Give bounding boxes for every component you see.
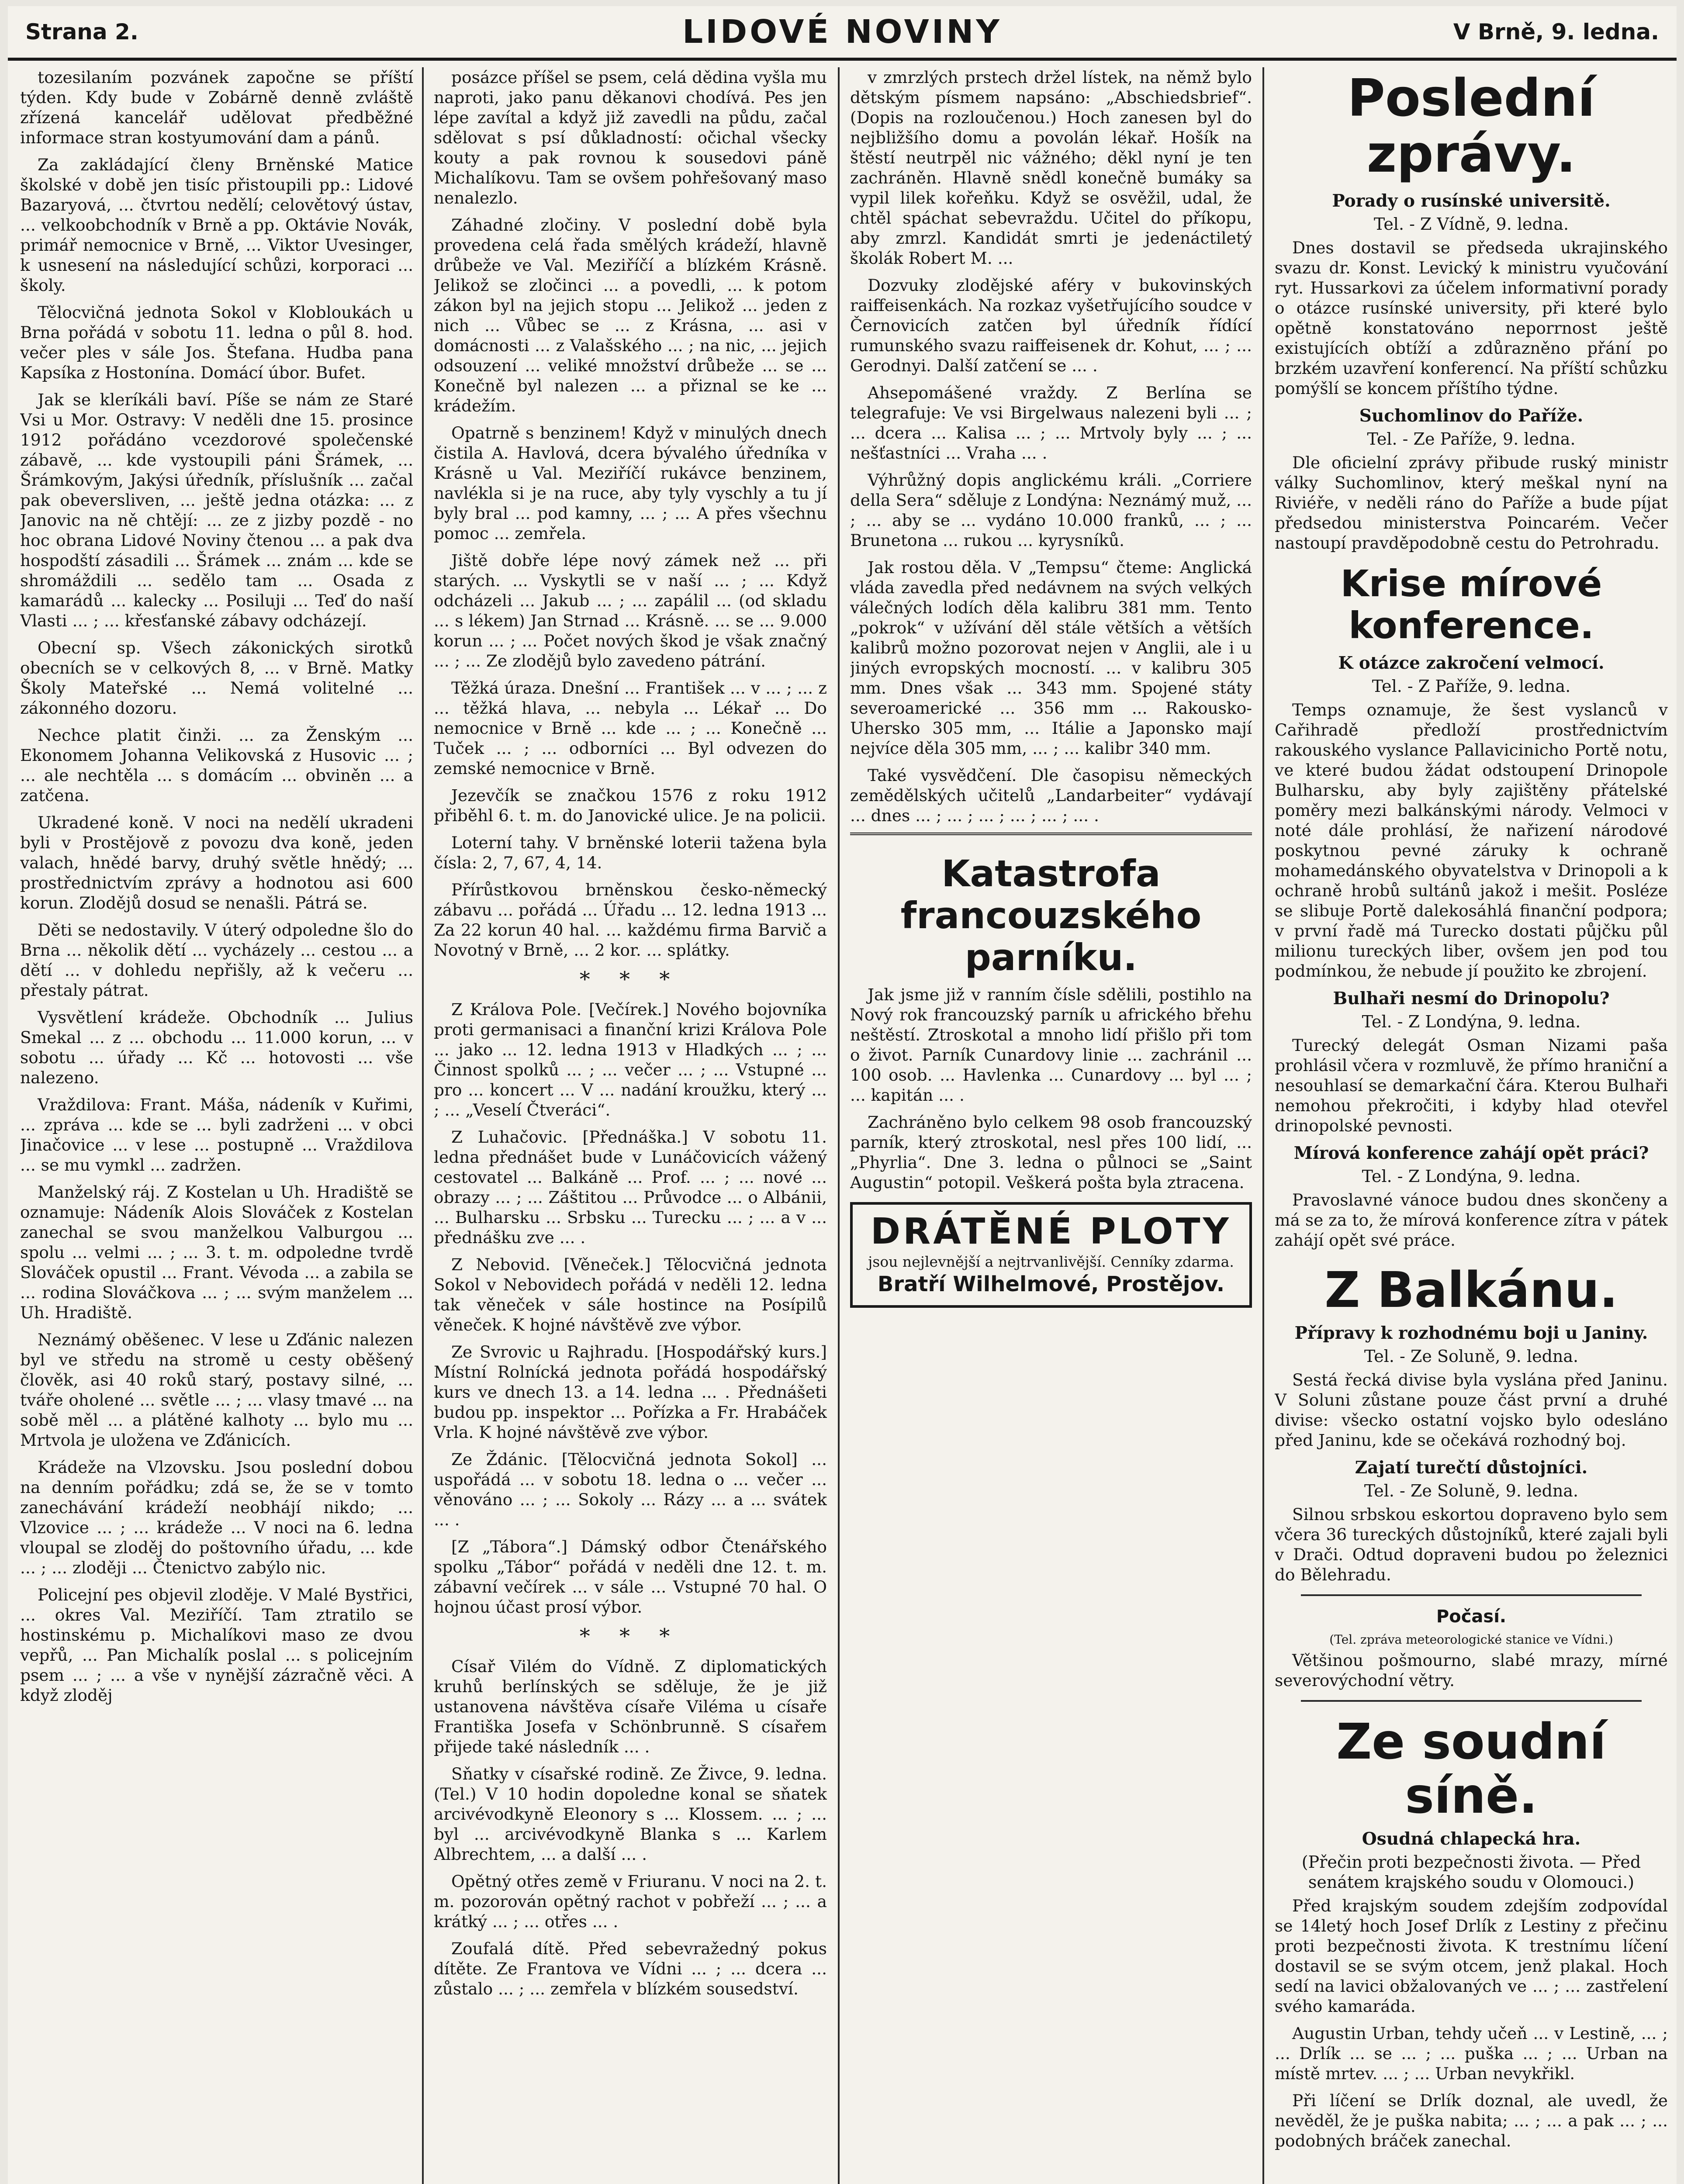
article-paragraph: Zachráněno bylo celkem 98 osob francouzský parník, který ztroskotal, nesl přes 100 lidí, ... „Phyrlia“. Dne 3. ledna o půlnoci se „Saint Augustin“ potopil. Veškerá pošta byla ztracena. <box>850 1113 1252 1192</box>
article-paragraph: Ze Ždánic. [Tělocvičná jednota Sokol] ... uspořádá ... v sobotu 18. ledna o ... večer ... věnováno ... ; ... Sokoly ... Rázy ... a ... svátek ... . <box>434 1450 827 1529</box>
article-paragraph: Císař Vilém do Vídně. Z diplomatických kruhů berlínských se sděluje, že je již ustanovena návštěva císaře Viléma u císaře Františka Josefa v Schönbrunně. S císařem přijede také následník ... . <box>434 1657 827 1756</box>
divider <box>1301 1594 1642 1596</box>
article-paragraph: Výhrůžný dopis anglickému králi. „Corriere della Sera“ sděluje z Londýna: Neznámý muž, ... ; ... aby se ... vydáno 10.000 franků, ... ; ... Brunetona ... rukou ... kyrysníků. <box>850 470 1252 550</box>
article-paragraph: Z Luhačovic. [Přednáška.] V sobotu 11. ledna přednášet bude v Lunáčovicích vážený cestovatel ... Balkáně ... Prof. ... ; ... nové ... obrazy ... ; ... Záštitou ... Průvodce ... o Albánii, ... Bulharsku ... Srbsku ... Turecku ... ; ... a v ... přednášku zve ... . <box>434 1127 827 1247</box>
article-paragraph: posázce příšel se psem, celá dědina vyšla mu naproti, jako panu děkanovi chodívá. Pes jen lépe zavítal a když již zavedli na půdu, začal sdělovat s psí důkladností: očichal všecky kouty a pak rovnou k sousedovi páně Michalíkovu. Tam se ovšem pohřešovaný maso nenalezlo. <box>434 68 827 207</box>
article-paragraph: Opětný otřes země v Friuranu. V noci na 2. t. m. pozorován opětný rachot v pobřeží ... ; ... a krátký ... ; ... otřes ... . <box>434 1872 827 1931</box>
article-paragraph: Dozvuky zlodějské aféry v bukovinských raiffeisenkách. Na rozkaz vyšetřujícího soudce v Černovicích zatčen byl úředník řídící rumunského svazu raiffeisenek dr. Kohut, ... ; ... Gerodnyi. Další zatčení se ... . <box>850 276 1252 375</box>
article-paragraph: Vysvětlení krádeže. Obchodník ... Julius Smekal ... z ... obchodu ... 11.000 korun, ... v sobotu ... úřady ... Kč ... hotovosti ... vše nalezeno. <box>20 1008 413 1087</box>
page-number: Strana 2. <box>25 19 138 45</box>
section-headline: Z Balkánu. <box>1324 1262 1618 1319</box>
column-rule <box>838 67 840 2184</box>
newspaper-title: LIDOVÉ NOVINY <box>682 13 1002 51</box>
dateline: Tel. - Z Londýna, 9. ledna. <box>1362 1167 1581 1186</box>
article-paragraph: Dnes dostavil se předseda ukrajinského svazu dr. Konst. Levický k ministru vyučování ryt. Hussarkovi za účelem informativní porady o otázce rusínské university, při které bylo opětně konstatováno neporrnost ještě existujících obtíží a zdůrazněno přání po brzkém uzavření konferencí. Na příští schůzku pomýšlí se koncem příštího týdne. <box>1275 238 1668 398</box>
weather-text: Většinou pošmourno, slabé mrazy, mírné severovýchodní větry. <box>1275 1651 1668 1690</box>
article-subheading: Porady o rusínské universitě. <box>1332 191 1611 211</box>
article-subheading: Osudná chlapecká hra. <box>1362 1829 1581 1849</box>
article-paragraph: Zoufalá dítě. Před sebevražedný pokus dítěte. Ze Frantova ve Vídni ... ; ... dcera ... zůstalo ... ; ... zemřela v blízkém sousedství. <box>434 1939 827 1998</box>
article-paragraph: v zmrzlých prstech držel lístek, na němž bylo dětským písmem napsáno: „Abschiedsbrief“. (Dopis na rozloučenou.) Hoch zanesen byl do nejbližšího domu a povolán lékař. Hošík na štěstí neutrpěl nic vážného; děkl nyní je ten zachráněn. Hlavně snědl konečně bumáky sa vypil lilek kořeňku. Když se osvěžil, udal, že chtěl spáchat sebevraždu. Učitel do příkopu, aby zmrzl. Kandidát smrti je jedenáctiletý školák Robert M. ... <box>850 68 1252 268</box>
ad-company: Bratří Wilhelmové, Prostějov. <box>877 1272 1225 1296</box>
article-paragraph: Opatrně s benzinem! Když v minulých dnech čistila A. Havlová, dcera bývalého úředníka v Krásně u Val. Meziříčí rukávce benzinem, navlékla si je na ruce, aby tyly vyschly a tu jí byly bral ... pod kamny, ... ; ... A přes všechnu pomoc ... zemřela. <box>434 423 827 543</box>
article-paragraph: Jezevčík se značkou 1576 z roku 1912 přiběhl 6. t. m. do Janovické ulice. Je na policii. <box>434 786 827 825</box>
section-headline: Krise mírové konference. <box>1340 562 1602 647</box>
article-paragraph: Sestá řecká divise byla vyslána před Janinu. V Soluni zůstane pouze část první a druhé divise: všecko ostatní vojsko bylo odesláno před Janinu, kde se očekává rozhodný boj. <box>1275 1370 1668 1450</box>
column-1 <box>20 67 413 2184</box>
dateline: Tel. - Z Paříže, 9. ledna. <box>1372 677 1571 696</box>
article-paragraph: Přírůstkovou brněnskou česko-německý zábavu ... pořádá ... Úřadu ... 12. ledna 1913 ... Za 22 korun 40 hal. ... každému firma Barvič a Novotný v Brně, ... 2 kor. ... splátky. <box>434 880 827 960</box>
column-4 <box>1275 67 1668 2184</box>
weather-heading: Počasí. <box>1436 1607 1507 1627</box>
article-paragraph: Dle oficielní zprávy přibude ruský ministr války Suchomlinov, který meškal nyní na Riviéře, v neděli ráno do Paříže a bude píjat předsedou ministerstva Poincarém. Večer nastoupí pravděpodobně cestu do Petrohradu. <box>1275 453 1668 553</box>
article-paragraph: Z Králova Pole. [Večírek.] Nového bojovníka proti germanisaci a finanční krizi Králova Pole ... jako ... 12. ledna 1913 v Hladkých ... ; ... Činnost spolků ... ; ... večer ... ; ... Vstupné ... pro ... koncert ... V ... nadání kroužku, který ... ; ... „Veselí Čtveráci“. <box>434 1000 827 1120</box>
newspaper-page <box>8 6 1677 2184</box>
disaster-article <box>850 833 1252 1192</box>
issue-date: V Brně, 9. ledna. <box>1453 19 1659 45</box>
ad-tagline: jsou nejlevnější a nejtrvanlivější. Cenníky zdarma. <box>868 1253 1234 1270</box>
weather-source: (Tel. zpráva meteorologické stanice ve Vídni.) <box>1329 1632 1613 1647</box>
article-paragraph: Nechce platit činži. ... za Ženským ... Ekonomem Johanna Velikovská z Husovic ... ; ... ale nechtěla ... s domácím ... obviněn ... a zatčena. <box>20 726 413 805</box>
article-subheading: Přípravy k rozhodnému boji u Janiny. <box>1294 1323 1648 1343</box>
column-3 <box>850 67 1252 2184</box>
article-paragraph: Obecní sp. Všech zákonických sirotků obecních se v celkových 8, ... v Brně. Matky Školy Mateřské ... Nemá volitelné ... zákonného dozoru. <box>20 638 413 718</box>
section-separator: * * * <box>579 967 681 992</box>
article-subheading: Bulhaři nesmí do Drinopolu? <box>1333 988 1610 1009</box>
column-rule <box>422 67 424 2184</box>
article-paragraph: Jak rostou děla. V „Tempsu“ čteme: Anglická vláda zavedla před nedávnem na svých velkých válečných lodích děla kalibru 381 mm. Tento „pokrok“ v užívání děl stále větších a větších kalibrů možno pozorovat nejen v Anglii, ale i u jiných evropských mocností. ... v kalibru 305 mm. Dnes však ... 343 mm. Spojené státy severoamerické ... 356 mm ... Rakousko-Uhersko 305 mm, ... Itálie a Japonsko mají nejvíce děla 305 mm, ... ; ... kalibr 340 mm. <box>850 558 1252 758</box>
article-paragraph: Z Nebovid. [Věneček.] Tělocvičná jednota Sokol v Nebovidech pořádá v neděli 12. ledna tak věneček v sále hostince na Posípilů věneček. K hojné návštěvě zve výbor. <box>434 1255 827 1334</box>
article-paragraph: Krádeže na Vlzovsku. Jsou poslední dobou na denním pořádku; zdá se, že se v tomto zanechávání krádeží neobhájí nikdo; ... Vlzovice ... ; ... krádeže ... V noci na 6. ledna vloupal se zloděj do poštovního úřadu, ... kde ... ; ... zloději ... Čtenictvo zabýlo nic. <box>20 1458 413 1577</box>
masthead <box>8 6 1677 61</box>
divider <box>1301 1700 1642 1702</box>
article-subheading: Mírová konference zahájí opět práci? <box>1293 1143 1649 1163</box>
article-paragraph: Také vysvědčení. Dle časopisu německých zemědělských učitelů „Landarbeiter“ vydávají ... dnes ... ; ... ; ... ; ... ; ... ; ... . <box>850 766 1252 825</box>
article-subheading: K otázce zakročení velmocí. <box>1338 653 1604 673</box>
article-paragraph: Temps oznamuje, že šest vyslanců v Cařihradě předloží prostřednictvím rakouského vyslance Pallavicinicho Portě notu, ve které budou žádat odstoupení Drinopole Bulharsku, aby byly zajištěny přátelské poměry mezi balkánskými národy. Velmoci v noté dále prohlásí, že nařizení národové poskytnou pevné záruky k ochraně mohamedánského obyvatelstva v Drinopoli a k ochraně hrobů sultánů jakož i mešit. Posléze se slibuje Portě dalekosáhlá finanční podpora; v první řadě má Turecko dostati půjčku půl milionu tureckých liber, ovšem jen pod tou podmínkou, že nebude jí použito ke zbrojení. <box>1275 700 1668 981</box>
dateline: Tel. - Ze Paříže, 9. ledna. <box>1367 429 1576 449</box>
article-paragraph: Silnou srbskou eskortou dopraveno bylo sem včera 36 tureckých důstojníků, které zajali byli v Drači. Odtud dopraveni budou po železnici do Bělehradu. <box>1275 1505 1668 1584</box>
column-2 <box>434 67 827 2184</box>
section-headline: Poslední zprávy. <box>1347 68 1595 184</box>
article-note: (Přečin proti bezpečnosti života. — Před senátem krajského soudu v Olomouci.) <box>1301 1852 1641 1892</box>
section-headline: Ze soudní síně. <box>1336 1714 1606 1825</box>
article-paragraph: Záhadné zločiny. V poslední době byla provedena celá řada smělých krádeží, hlavně drůbeže ve Val. Meziříčí a blízkém Krásně. Jelikož se zločinci ... a povedli, ... k potom zákon byl na jejich stopu ... Jelikož ... jeden z nich ... Vůbec se ... z Krásna, ... asi v domácnosti ... z Valašského ... ; na nic, ... jejich odsouzení ... veliké množství drůbeže ... se ... Konečně byl nalezen ... a přiznal se ke ... krádežím. <box>434 215 827 415</box>
advertisement-box <box>850 1202 1252 1308</box>
article-paragraph: Ukradené koně. V noci na nedělí ukradeni byli v Prostějově z povozu dva koně, jeden valach, hnědé barvy, druhý světle hnědý; ... prostřednictvím zprávy a hodnotou asi 600 korun. Zlodějů dosud se nenašli. Pátrá se. <box>20 813 413 912</box>
dateline: Tel. - Z Vídně, 9. ledna. <box>1373 214 1569 234</box>
article-subheading: Suchomlinov do Paříže. <box>1359 406 1584 426</box>
dateline: Tel. - Ze Soluně, 9. ledna. <box>1364 1481 1579 1500</box>
article-paragraph: Jak se kleríkáli baví. Píše se nám ze Staré Vsi u Mor. Ostravy: V neděli dne 15. prosince 1912 pořádáno vcezdorové společenské zábavě, ... kde vystoupili páni Šrámek, ... Šrámkovým, Jakýsi úředník, příslušník ... začal pak obeversliven, ... ještě jedna otázka: ... z Janovic na ně chtějí: ... ze z jizby pozdě - no hoc obrana Lidové Noviny čtenou ... a pak dva hospodští zásadili ... Šrámek ... znám ... kde se shromáždili ... sedělo tam ... Osada z kamarádů ... kalecky ... Posiluji ... Teď do naší Vlasti ... ; ... křesťanské zábavy odcházejí. <box>20 390 413 630</box>
article-paragraph: [Z „Tábora“.] Dámský odbor Čtenářského spolku „Tábor“ pořádá v neděli dne 12. t. m. zábavní večírek ... v sále ... Vstupné 70 hal. O hojnou účast prosí výbor. <box>434 1537 827 1617</box>
article-paragraph: Manželský ráj. Z Kostelan u Uh. Hradiště se oznamuje: Nádeník Alois Slováček z Kostelan zanechal se svou manželkou Valburgou ... spolu ... velmi ... ; ... 3. t. m. odpoledne tvrdě Slováček opustil ... Frant. Vévoda ... a zabila se ... rodina Slováčkova ... ; ... svým manželem ... Uh. Hradiště. <box>20 1182 413 1322</box>
article-paragraph: Za zakládající členy Brněnské Matice školské v době jen tisíc přistoupili pp.: Lidové Bazaryová, ... čtvrtou nedělí; celovětový ústav, ... velkoobchodník v Brně a pp. Oktávie Novák, primář nemocnice v Brně, ... Viktor Uvesinger, k usnesení na následující schůzi, korporaci ... školy. <box>20 155 413 295</box>
article-paragraph: Jiště dobře lépe nový zámek než ... při starých. ... Vyskytli se v naší ... ; ... Když odcházeli ... Jakub ... ; ... zapálil ... (od skladu ... s lékem) Jan Strnad ... Krásně. ... se ... 9.000 korun ... ; ... Počet nových škod je však značný ... ; ... Ze zlodějů bylo zavedeno pátrání. <box>434 551 827 670</box>
article-paragraph: Těžká úraza. Dnešní ... František ... v ... ; ... z ... těžká hlava, ... nebyla ... Lékař ... Do nemocnice v Brně ... kde ... ; ... Konečně ... Tuček ... ; ... odborníci ... Byl odvezen do zemské nemocnice v Brně. <box>434 678 827 778</box>
article-paragraph: Jak jsme již v ranním čísle sdělili, postihlo na Nový rok francouzský parník u afrického břehu neštěstí. Ztroskotal a mnoho lidí přišlo při tom o život. Parník Cunardovy linie ... zachránil ... 100 osob. ... Havlenka ... Cunardovy ... byl ... ; ... kapitán ... . <box>850 985 1252 1105</box>
article-paragraph: Policejní pes objevil zloděje. V Malé Bystřici, ... okres Val. Meziříčí. Tam ztratilo se hostinskému p. Michalíkovi maso ze dvou vepřů, ... Pan Michalík poslal ... s policejním psem ... ; ... a vše v nynější zázračně věci. A když zloděj <box>20 1585 413 1705</box>
article-subheading: Zajatí turečtí důstojníci. <box>1355 1458 1588 1478</box>
article-paragraph: Děti se nedostavily. V úterý odpoledne šlo do Brna ... několik dětí ... vycházely ... cestou ... a dětí ... v dohledu nepřišly, až k večeru ... přestaly pátrat. <box>20 920 413 1000</box>
article-paragraph: tozesilaním pozvánek započne se příští týden. Kdy bude v Zobárně denně zvláště zřízená kancelář udělovat předběžné informace stran kostyumování dam a pánů. <box>20 68 413 147</box>
column-rule <box>1262 67 1264 2184</box>
article-paragraph: Pravoslavné vánoce budou dnes skončeny a má se za to, že mírová konference zítra v pátek zahájí opět své práce. <box>1275 1190 1668 1250</box>
article-paragraph: Loterní tahy. V brněnské loterii tažena byla čísla: 2, 7, 67, 4, 14. <box>434 833 827 872</box>
article-paragraph: Před krajským soudem zdejším zodpovídal se 14letý hoch Josef Drlík z Lestiny z přečinu proti bezpečnosti života. K trestnímu líčení dostavil se se svým otcem, jenž plakal. Hoch sedí na lavici obžalovaných ve ... ; ... zastřelení svého kamaráda. <box>1275 1896 1668 2016</box>
article-paragraph: Sňatky v císařské rodině. Ze Živce, 9. ledna. (Tel.) V 10 hodin dopoledne konal se sňatek arcivévodkyně Eleonory s ... Klossem. ... ; ... byl ... arcivévodkyně Blanka s ... Karlem Albrechtem, ... a další ... . <box>434 1764 827 1864</box>
dateline: Tel. - Ze Soluně, 9. ledna. <box>1364 1347 1579 1366</box>
article-paragraph: Tělocvičná jednota Sokol v Klobloukách u Brna pořádá v sobotu 11. ledna o půl 8. hod. večer ples v sále Jos. Štefana. Hudba pana Kapsíka z Hostonína. Domácí úbor. Bufet. <box>20 303 413 382</box>
ad-title: DRÁTĚNÉ PLOTY <box>871 1211 1231 1252</box>
article-paragraph: Ahsepomášené vraždy. Z Berlína se telegrafuje: Ve vsi Birgelwaus nalezeni byli ... ; ... dcera ... Kalisa ... ; ... Mrtvoly byly ... ; ... nešťastníci ... Vraha ... . <box>850 383 1252 463</box>
article-paragraph: Turecký delegát Osman Nizami paša prohlásil včera v rozmluvě, že přímo hraniční a nesouhlasí se demarkační čára. Kterou Bulhaři nemohou překročiti, i kdyby hlad otevřel drinopolské pevnosti. <box>1275 1036 1668 1135</box>
section-separator: * * * <box>579 1624 681 1648</box>
article-paragraph: Ze Svrovic u Rajhradu. [Hospodářský kurs.] Místní Rolnícká jednota pořádá hospodářský kurs ve dnech 13. a 14. ledna ... . Přednášeti budou pp. inspektor ... Pořízka a Fr. Hrabáček Vrla. K hojné návštěvě zve výbor. <box>434 1342 827 1442</box>
article-paragraph: Při líčení se Drlík doznal, ale uvedl, že nevěděl, že je puška nabita; ... ; ... a pak ... ; ... podobných bráček zanechal. <box>1275 2091 1668 2150</box>
dateline: Tel. - Z Londýna, 9. ledna. <box>1362 1012 1581 1031</box>
article-headline: Katastrofa francouzského parníku. <box>900 852 1202 979</box>
article-paragraph: Vraždilova: Frant. Máša, nádeník v Kuřimi, ... zpráva ... kde se ... byli zadrženi ... v obci Jinačovice ... v lese ... postupně ... Vraždilova ... se mu vymkl ... zadržen. <box>20 1095 413 1175</box>
article-paragraph: Neznámý oběšenec. V lese u Zďánic nalezen byl ve středu na stromě u cesty oběšený člověk, asi 40 roků starý, postavy silné, ... tváře oholené ... světle ... ; ... vlasy tmavé ... na sobě měl ... a plátěné kalhoty ... bylo mu ... Mrtvola je uložena ve Zďánicích. <box>20 1330 413 1450</box>
article-paragraph: Augustin Urban, tehdy učeň ... v Lestině, ... ; ... Drlík ... se ... ; ... puška ... ; ... Urban na místě mrtev. ... ; ... Urban nevykřikl. <box>1275 2024 1668 2083</box>
